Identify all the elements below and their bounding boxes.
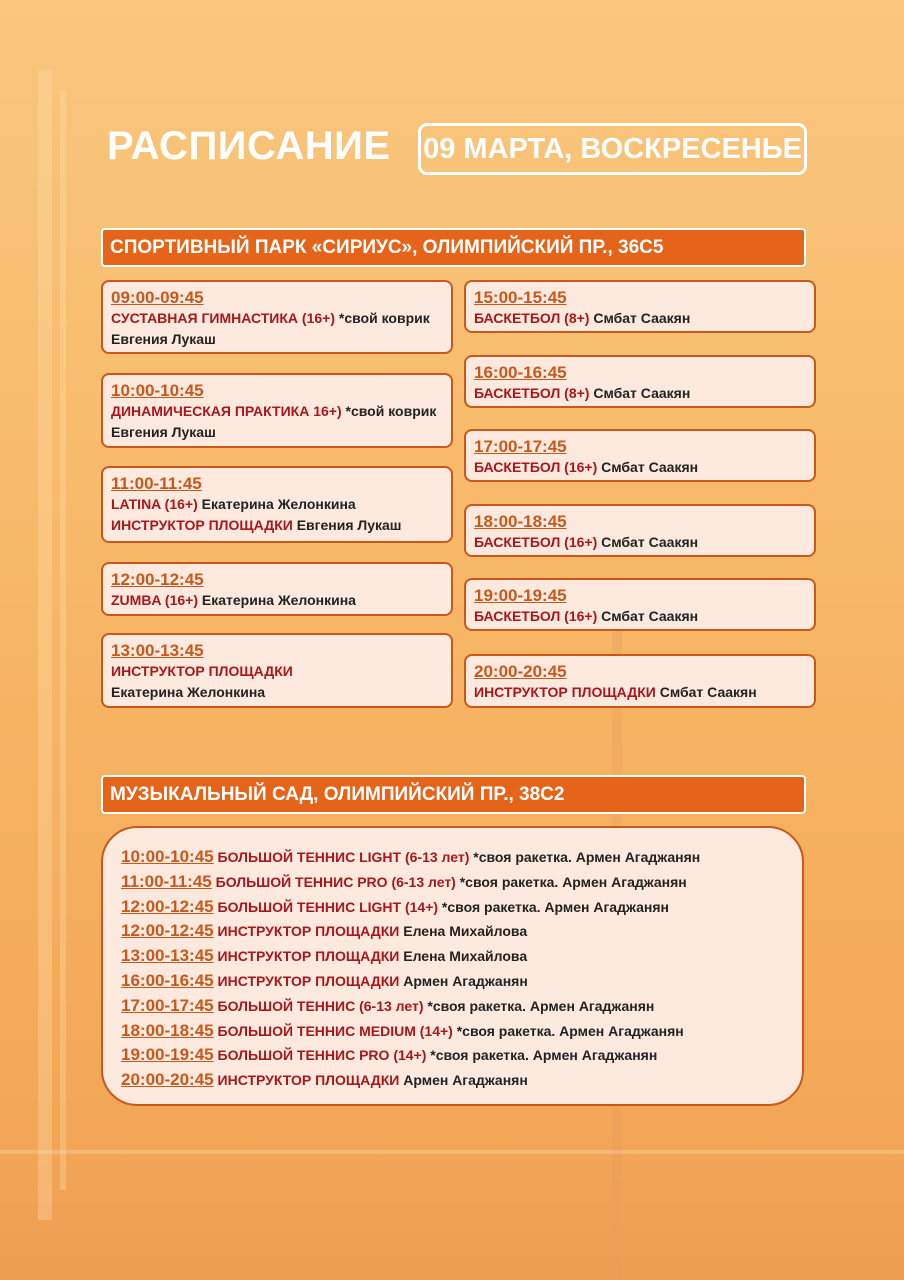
card-line <box>474 457 806 478</box>
schedule-card <box>464 355 816 408</box>
card-line <box>474 532 806 553</box>
time-slot: 12:00-12:45 <box>111 570 204 589</box>
activity-note: *свой коврик <box>335 310 430 326</box>
activity-name: БАСКЕТБОЛ (16+) <box>474 534 598 550</box>
instructor-name: *своя ракетка. Армен Агаджанян <box>438 898 669 915</box>
time-slot: 12:00-12:45 <box>121 921 214 941</box>
instructor-name: Екатерина Желонкина <box>197 496 356 512</box>
time-slot: 19:00-19:45 <box>474 586 567 605</box>
activity-name: ИНСТРУКТОР ПЛОЩАДКИ <box>213 972 400 989</box>
time-slot: 19:00-19:45 <box>121 1045 214 1065</box>
activity-name: СУСТАВНАЯ ГИМНАСТИКА (16+) <box>111 310 335 326</box>
instructor-name: Армен Агаджанян <box>399 1072 528 1089</box>
activity-name: БОЛЬШОЙ ТЕННИС MEDIUM (14+) <box>213 1022 453 1039</box>
activity-name: ДИНАМИЧЕСКАЯ ПРАКТИКА 16+) <box>111 403 342 419</box>
garden-row <box>121 969 802 994</box>
time-slot: 09:00-09:45 <box>111 288 204 307</box>
instructor-name: Смбат Саакян <box>589 385 691 401</box>
card-line <box>111 590 443 611</box>
instructor-name: *своя ракетка. Армен Агаджанян <box>426 1047 658 1064</box>
garden-header-text: МУЗЫКАЛЬНЫЙ САД, ОЛИМПИЙСКИЙ ПР., 38С2 <box>110 783 565 805</box>
card-line <box>111 422 443 443</box>
background-line <box>0 1150 904 1154</box>
card-line <box>474 606 806 627</box>
card-line <box>111 329 443 350</box>
instructor-name: *своя ракетка. Армен Агаджанян <box>423 997 655 1014</box>
activity-name: LATINA (16+) <box>111 496 198 512</box>
date-text: 09 МАРТА, ВОСКРЕСЕНЬЕ <box>423 132 802 165</box>
garden-row <box>121 1043 802 1068</box>
time-slot: 11:00-11:45 <box>111 474 202 493</box>
instructor-name: Екатерина Желонкина <box>111 684 266 700</box>
schedule-card <box>101 466 453 543</box>
card-line <box>111 515 443 536</box>
activity-name: БОЛЬШОЙ ТЕННИС PRO (14+) <box>213 1047 427 1064</box>
garden-section-header <box>101 775 806 814</box>
instructor-name: Евгения Лукаш <box>111 331 216 347</box>
schedule-card <box>464 280 816 333</box>
instructor-name: *своя ракетка. Армен Агаджанян <box>455 873 687 890</box>
activity-name: ИНСТРУКТОР ПЛОЩАДКИ <box>474 684 656 700</box>
garden-schedule-box <box>101 826 804 1106</box>
card-line <box>474 308 806 329</box>
background-pole <box>38 70 52 1220</box>
instructor-name: Екатерина Желонкина <box>198 592 356 608</box>
date-badge <box>418 123 807 175</box>
activity-name: БАСКЕТБОЛ (16+) <box>474 608 598 624</box>
card-line <box>111 494 443 515</box>
time-slot: 17:00-17:45 <box>474 437 567 456</box>
time-slot: 10:00-10:45 <box>111 381 204 400</box>
instructor-name: Смбат Саакян <box>655 684 757 700</box>
card-line <box>111 682 443 703</box>
schedule-card <box>101 562 453 616</box>
card-line <box>474 682 806 703</box>
park-header-text: СПОРТИВНЫЙ ПАРК «СИРИУС», ОЛИМПИЙСКИЙ ПР., 36С5 <box>110 236 664 258</box>
instructor-name: Евгения Лукаш <box>111 424 216 440</box>
activity-name: БОЛЬШОЙ ТЕННИС LIGHT (6-13 лет) <box>213 849 470 865</box>
activity-name: ИНСТРУКТОР ПЛОЩАДКИ <box>111 517 293 533</box>
garden-row <box>121 845 802 870</box>
activity-name: БАСКЕТБОЛ (8+) <box>474 385 590 401</box>
instructor-name: *своя ракетка. Армен Агаджанян <box>469 849 701 865</box>
garden-row <box>121 1068 802 1093</box>
card-line <box>111 401 443 422</box>
garden-row <box>121 994 802 1019</box>
time-slot: 13:00-13:45 <box>121 946 214 966</box>
background-pole <box>60 90 66 1190</box>
time-slot: 17:00-17:45 <box>121 995 214 1015</box>
activity-name: БАСКЕТБОЛ (8+) <box>474 310 590 326</box>
activity-name: БОЛЬШОЙ ТЕННИС (6-13 лет) <box>213 997 424 1014</box>
instructor-name: Смбат Саакян <box>597 534 699 550</box>
time-slot: 15:00-15:45 <box>474 288 567 307</box>
schedule-card <box>464 504 816 557</box>
schedule-card <box>101 280 453 354</box>
schedule-card <box>101 633 453 708</box>
time-slot: 11:00-11:45 <box>121 871 212 891</box>
garden-row <box>121 870 802 895</box>
activity-name: ИНСТРУКТОР ПЛОЩАДКИ <box>213 923 400 940</box>
instructor-name: Елена Михайлова <box>399 948 528 965</box>
instructor-name: Смбат Саакян <box>597 459 699 475</box>
activity-name: ИНСТРУКТОР ПЛОЩАДКИ <box>111 663 293 679</box>
time-slot: 10:00-10:45 <box>121 847 214 866</box>
garden-row <box>121 944 802 969</box>
garden-row <box>121 1019 802 1044</box>
garden-row <box>121 919 802 944</box>
activity-name: ИНСТРУКТОР ПЛОЩАДКИ <box>213 948 400 965</box>
time-slot: 12:00-12:45 <box>121 896 214 916</box>
activity-name: ИНСТРУКТОР ПЛОЩАДКИ <box>213 1072 400 1089</box>
instructor-name: Армен Агаджанян <box>399 972 528 989</box>
time-slot: 16:00-16:45 <box>474 363 567 382</box>
schedule-card <box>101 373 453 448</box>
instructor-name: Евгения Лукаш <box>292 517 402 533</box>
activity-name: БАСКЕТБОЛ (16+) <box>474 459 598 475</box>
activity-name: БОЛЬШОЙ ТЕННИС LIGHT (14+) <box>213 898 439 915</box>
activity-name: БОЛЬШОЙ ТЕННИС PRO (6-13 лет) <box>211 873 456 890</box>
time-slot: 16:00-16:45 <box>121 970 214 990</box>
time-slot: 13:00-13:45 <box>111 641 204 660</box>
instructor-name: *своя ракетка. Армен Агаджанян <box>452 1022 684 1039</box>
schedule-card <box>464 429 816 482</box>
instructor-name: Елена Михайлова <box>399 923 528 940</box>
schedule-card <box>464 654 816 708</box>
time-slot: 18:00-18:45 <box>121 1020 214 1040</box>
time-slot: 20:00-20:45 <box>121 1070 214 1090</box>
park-section-header <box>101 228 806 267</box>
schedule-card <box>464 578 816 631</box>
instructor-name: Смбат Саакян <box>589 310 691 326</box>
page-title: РАСПИСАНИЕ <box>107 124 391 168</box>
time-slot: 18:00-18:45 <box>474 512 567 531</box>
garden-row <box>121 895 802 920</box>
activity-name: ZUMBA (16+) <box>111 592 198 608</box>
card-line <box>474 383 806 404</box>
card-line <box>111 308 443 329</box>
instructor-name: Смбат Саакян <box>597 608 699 624</box>
activity-note: *свой коврик <box>341 403 437 419</box>
card-line <box>111 661 443 682</box>
time-slot: 20:00-20:45 <box>474 662 567 681</box>
